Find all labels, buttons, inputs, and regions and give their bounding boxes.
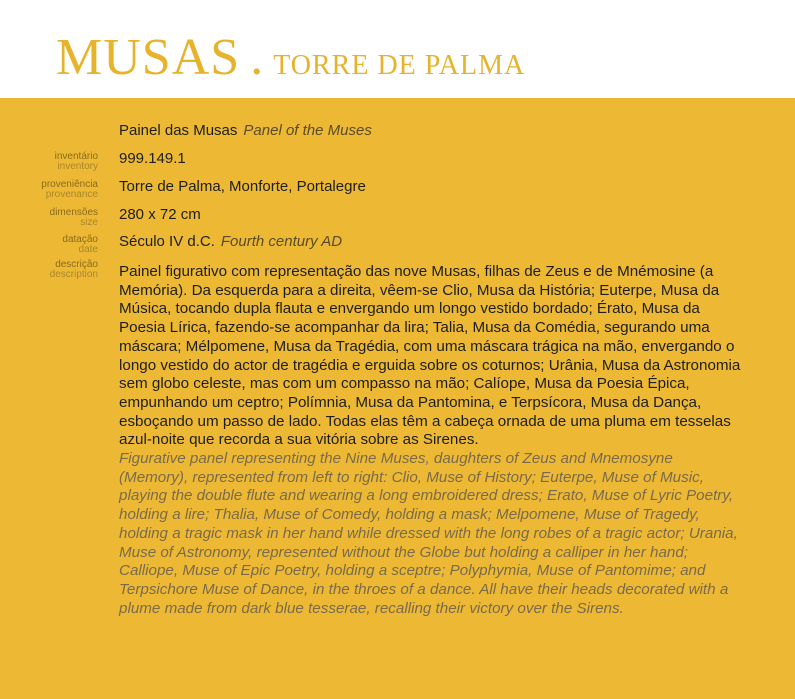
inventory-label-en: inventory bbox=[57, 161, 98, 172]
provenance-label bbox=[8, 180, 98, 200]
inventory-value: 999.149.1 bbox=[119, 150, 186, 167]
description-label-pt: descrição bbox=[55, 259, 98, 270]
title-separator: . bbox=[250, 29, 264, 86]
description-pt: Painel figurativo com representação das nove Musas, filhas de Zeus e de Mnémosine (a Memória). Da esquerda para a direita, vêem-se Clio, Musa da História; Euterpe, Musa da Música, tocando dupla flauta e envergando um longo vestido bordado; Érato, Musa da Poesia Lírica, fazendo-se acompanhar da lira; Talia, Musa da Comédia, segurando uma máscara; Mélpomene, Musa da Tragédia, com uma máscara trágica na mão, envergando o longo vestido do actor de tragédia e erguida sobre os coturnos; Urânia, Musa da Astronomia sem globo celeste, mas com um compasso na mão; Calíope, Musa da Poesia Épica, empunhando um ceptro; Polímnia, Musa da Pantomina, e Terpsícora, Musa da Dança, esboçando um passo de lado. Todas elas têm a cabeça ornada de uma pluma em tesselas azul-noite que recorda a sua vitória sobre as Sirenes. bbox=[119, 263, 741, 449]
description-en: Figurative panel representing the Nine Muses, daughters of Zeus and Mnemosyne (Memory), represented from left to right: Clio, Muse of History; Euterpe, Muse of Music, playing the double flute and wearing a long embroidered dress; Erato, Muse of Lyric Poetry, holding a lire; Thalia, Muse of Comedy, holding a mask; Melpomene, Muse of Tragedy, holding a tragic mask in her hand while dressed with the long robes of a tragic actor; Urania, Muse of Astronomy, represented without the Globe but holding a calliper in her hand; Calliope, Muse of Epic Poetry, holding a sceptre; Polyphymia, Muse of Pantomime; and Terpsichore Muse of Dance, in the throes of a dance. All have their heads decorated with a plume made from dark blue tesserae, recalling their victory over the Sirens. bbox=[119, 450, 738, 617]
provenance-label-pt: proveniência bbox=[41, 179, 98, 190]
provenance-label-en: provenance bbox=[45, 189, 98, 200]
dating-label bbox=[8, 235, 98, 255]
dimensions-label bbox=[8, 208, 98, 228]
dating-value-pt: Século IV d.C. bbox=[119, 233, 215, 250]
object-name-pt: Painel das Musas bbox=[119, 122, 238, 139]
page-title bbox=[56, 28, 525, 87]
header bbox=[0, 0, 795, 98]
inventory-label-pt: inventário bbox=[54, 151, 98, 162]
description-text bbox=[119, 263, 744, 618]
description-label-en: description bbox=[49, 269, 98, 280]
provenance-value: Torre de Palma, Monforte, Portalegre bbox=[119, 178, 366, 195]
dimensions-label-en: size bbox=[80, 217, 98, 228]
inventory-label bbox=[8, 152, 98, 172]
title-subtitle: TORRE DE PALMA bbox=[273, 50, 526, 81]
dating-label-pt: datação bbox=[62, 234, 98, 245]
object-name bbox=[119, 122, 372, 139]
description-label bbox=[8, 260, 98, 280]
object-name-en: Panel of the Muses bbox=[243, 122, 372, 139]
title-main: MUSAS bbox=[56, 29, 241, 86]
dimensions-label-pt: dimensões bbox=[49, 207, 98, 218]
dimensions-value: 280 x 72 cm bbox=[119, 206, 201, 223]
info-panel bbox=[0, 98, 795, 699]
dating-label-en: date bbox=[78, 244, 98, 255]
dating-value-en: Fourth century AD bbox=[220, 233, 343, 250]
dating-value bbox=[119, 233, 342, 250]
